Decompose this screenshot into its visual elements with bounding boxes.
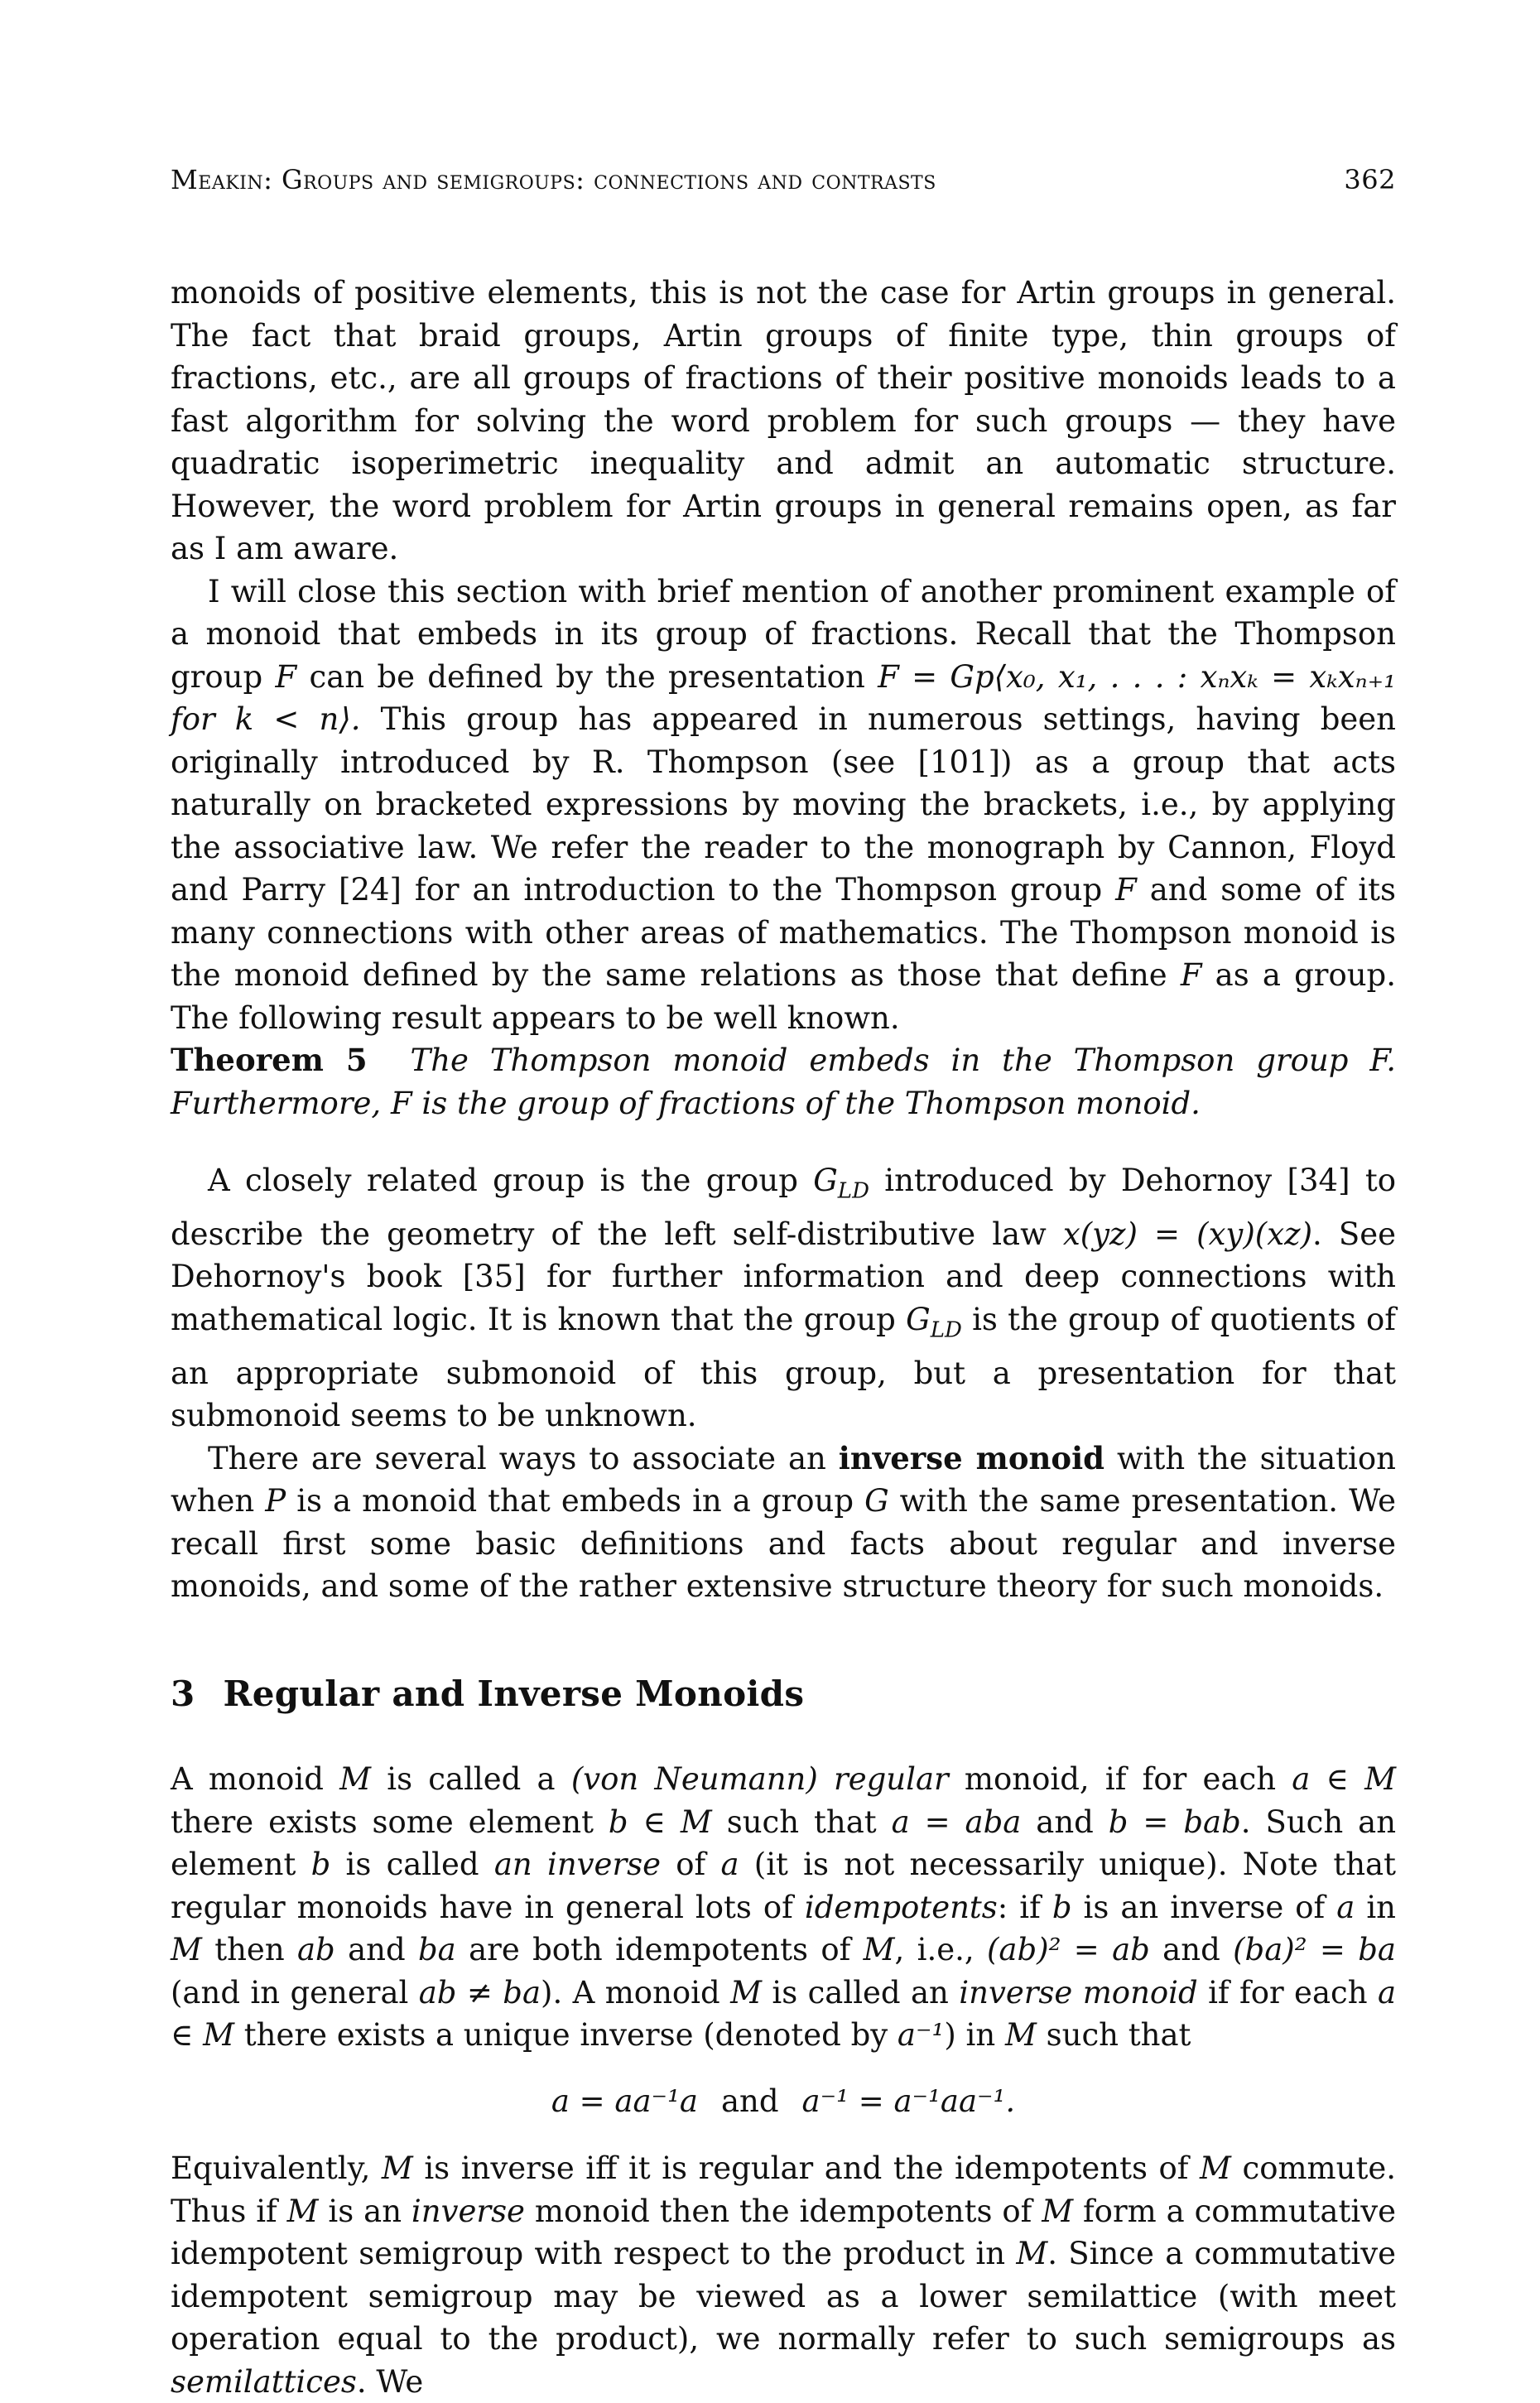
thompson-presentation: F = Gp⟨x₀, x₁, . . . : xₙxₖ = xₖxₙ₊₁ for k < n⟩. — [171, 658, 1397, 737]
page-number: 362 — [1344, 164, 1396, 195]
paragraph: monoids of positive elements, this is not the case for Artin groups in general. The fact that braid groups, Artin groups of finite type, thin groups of fractions, etc., are all groups of fractions of their positive monoids leads to a fast algorithm for solving the word problem for such groups — they have quadratic isoperimetric inequality and admit an automatic structure. However, the word problem for Artin groups in general remains open, as far as I am aware. — [171, 275, 1396, 566]
theorem-statement: The Thompson monoid embeds in the Thompson group F. Furthermore, F is the group of fractions of the Thompson monoid. — [171, 1043, 1396, 1121]
theorem — [171, 1039, 1396, 1124]
paragraph: I will close this section with brief mention of another prominent example of a monoid that embeds in its group of fractions. Recall that the Thompson group F can be defined by the presentation F = Gp⟨x₀, x₁, . . . : xₙxₖ = xₖxₙ₊₁ for k < n⟩. This group has appeared in numerous settings, having been originally introduced by R. Thompson (see [101]) as a group that acts naturally on bracketed expressions by moving the brackets, i.e., by applying the associative law. We refer the reader to the monograph by Cannon, Floyd and Parry [24] for an introduction to the Thompson group F and some of its many connections with other areas of mathematics. The Thompson monoid is the monoid defined by the same relations as those that define F as a group. The following result appears to be well known. — [171, 573, 1397, 1036]
bold-term: inverse monoid — [838, 1439, 1105, 1476]
paragraph: Equivalently, M is inverse iff it is regular and the idempotents of M commute. Thus if M is an inverse monoid then the idempotents of M form a commutative idempotent semigroup with respect to the product in M. Since a commutative idempotent semigroup may be viewed as a lower semilattice (with meet operation equal to the product), we normally refer to such semigroups as semilattices. We — [171, 2150, 1396, 2400]
header-separator: : — [263, 164, 282, 195]
body-text — [171, 272, 1396, 2403]
header-title: Groups and semigroups: connections and contrasts — [282, 164, 936, 195]
section-number: 3 — [171, 1673, 195, 1714]
display-equation: a = aa⁻¹a and a⁻¹ = a⁻¹aa⁻¹. — [551, 2083, 1016, 2119]
paragraph: There are several ways to associate an inverse monoid with the situation when P is a monoid that embeds in a group G with the same presentation. We recall first some basic definitions and facts about regular and inverse monoids, and some of the rather extensive structure theory for such monoids. — [171, 1439, 1396, 1605]
section-heading — [171, 1673, 1396, 1716]
paragraph: A monoid M is called a (von Neumann) regular monoid, if for each a ∈ M there exists some element b ∈ M such that a = aba and b = bab. Such an element b is called an inverse of a (it is not necessarily unique). Note that regular monoids have in general lots of idempotents: if b is an inverse of a in M then ab and ba are both idempotents of M, i.e., (ab)² = ab and (ba)² = ba (and in general ab ≠ ba). A monoid M is called an inverse monoid if for each a ∈ M there exists a unique inverse (denoted by a⁻¹) in M such that — [171, 1761, 1397, 2054]
paragraph: A closely related group is the group $G_{LD}$ introduced by Dehornoy [34] to describe the geometry of the left self-distributive law x(yz) = (xy)(xz). See Dehornoy's book [35] for further information and deep connections with mathematical logic. It is known that the group $G_{LD}$ is the group of quotients of an appropriate submonoid of this group, but a presentation for that submonoid seems to be unknown. — [171, 1163, 1396, 1434]
section-title: Regular and Inverse Monoids — [223, 1673, 805, 1714]
header-author: Meakin — [171, 164, 264, 195]
theorem-label: Theorem 5 — [171, 1042, 368, 1078]
running-head — [171, 164, 1396, 195]
